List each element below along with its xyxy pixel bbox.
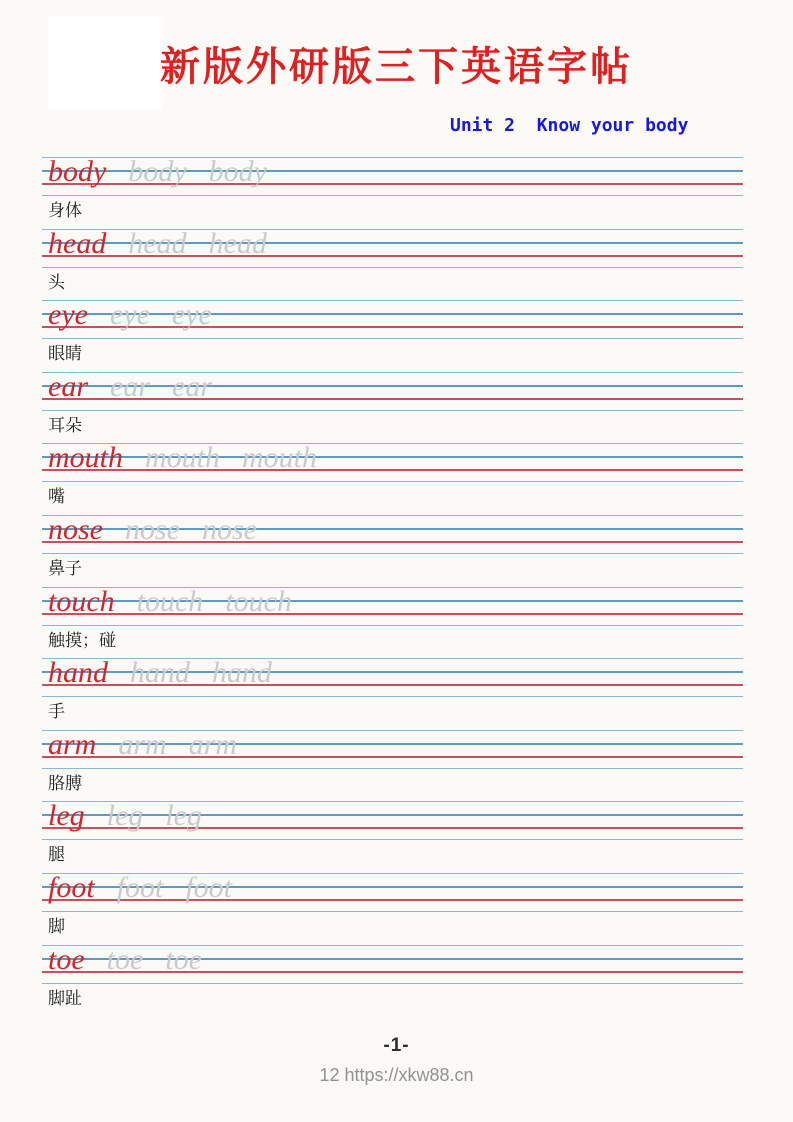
word-trace-copy-2: ear: [172, 369, 212, 403]
guide-line-bottom: [42, 768, 743, 769]
word-sample: nose: [48, 512, 103, 546]
word-sample: eye: [48, 298, 88, 332]
word-practice-row: [42, 443, 743, 515]
word-trace-copy-1: nose: [125, 512, 180, 546]
word-translation: 手: [48, 702, 65, 722]
page-number: -1-: [383, 1035, 410, 1056]
word-line: [48, 797, 202, 835]
guide-line-bottom: [42, 983, 743, 984]
word-practice-list: [42, 157, 743, 1016]
word-line: [48, 225, 267, 263]
word-trace-copy-2: foot: [185, 870, 233, 904]
unit-title: Unit 2 Know your body: [450, 115, 689, 136]
word-practice-row: [42, 727, 743, 802]
word-sample: foot: [48, 870, 95, 904]
guide-line-bottom: [42, 696, 743, 697]
word-translation: 眼睛: [48, 344, 82, 364]
word-line: [48, 869, 232, 907]
word-sample: body: [48, 155, 107, 188]
page-footer: [0, 1035, 793, 1086]
word-translation: 头: [48, 272, 65, 292]
word-trace-copy-1: body: [128, 155, 187, 188]
word-line: [48, 583, 292, 621]
word-line: [48, 941, 202, 979]
word-trace-copy-1: leg: [106, 799, 144, 833]
word-trace-copy-2: mouth: [242, 441, 317, 475]
word-translation: 腿: [48, 845, 65, 865]
word-trace-copy-2: head: [208, 226, 267, 260]
word-practice-row: [42, 658, 743, 730]
word-line: [48, 368, 212, 406]
site-url: 12 https://xkw88.cn: [319, 1065, 474, 1085]
word-sample: touch: [48, 584, 115, 618]
word-sample: hand: [48, 656, 108, 690]
word-trace-copy-1: eye: [109, 298, 150, 332]
guide-line-bottom: [42, 839, 743, 840]
word-trace-copy-1: foot: [116, 870, 164, 904]
word-trace-copy-1: ear: [110, 369, 150, 403]
word-practice-row: [42, 870, 743, 945]
word-trace-copy-1: touch: [136, 584, 204, 618]
word-trace-copy-2: hand: [212, 656, 272, 690]
word-translation: 鼻子: [48, 558, 82, 578]
word-trace-copy-1: toe: [106, 942, 144, 976]
word-practice-row: [42, 300, 743, 372]
word-practice-row: [42, 157, 743, 229]
word-practice-row: [42, 226, 743, 301]
word-sample: ear: [48, 369, 88, 403]
word-practice-row: [42, 584, 743, 659]
word-sample: head: [48, 226, 107, 260]
word-sample: toe: [48, 942, 85, 976]
guide-line-bottom: [42, 911, 743, 912]
guide-line-bottom: [42, 481, 743, 482]
word-translation: 脚: [48, 916, 65, 936]
guide-line-bottom: [42, 338, 743, 339]
page-title: 新版外研版三下英语字帖: [160, 44, 633, 89]
word-translation: 触摸；碰: [48, 630, 116, 650]
word-practice-row: [42, 369, 743, 444]
word-practice-row: [42, 942, 743, 1017]
word-trace-copy-2: toe: [165, 942, 202, 976]
word-trace-copy-2: body: [208, 155, 267, 188]
guide-line-bottom: [42, 410, 743, 411]
word-translation: 耳朵: [48, 415, 82, 435]
word-trace-copy-1: mouth: [145, 441, 220, 475]
word-sample: arm: [48, 727, 97, 761]
word-translation: 脚趾: [48, 988, 82, 1008]
word-sample: mouth: [48, 441, 123, 475]
guide-line-bottom: [42, 625, 743, 626]
word-trace-copy-1: hand: [130, 656, 190, 690]
word-translation: 胳膊: [48, 773, 82, 793]
word-line: [48, 153, 267, 191]
word-trace-copy-2: nose: [202, 512, 257, 546]
word-line: [48, 511, 257, 549]
word-line: [48, 726, 237, 764]
guide-line-bottom: [42, 195, 743, 196]
word-trace-copy-2: leg: [165, 799, 202, 833]
guide-line-bottom: [42, 553, 743, 554]
word-trace-copy-1: arm: [118, 727, 167, 761]
word-practice-row: [42, 801, 743, 873]
word-translation: 嘴: [48, 487, 65, 507]
word-trace-copy-2: arm: [188, 727, 238, 761]
word-trace-copy-2: eye: [171, 298, 212, 332]
word-line: [48, 654, 272, 692]
word-translation: 身体: [48, 201, 82, 220]
guide-line-bottom: [42, 267, 743, 268]
word-line: [48, 296, 212, 334]
word-trace-copy-2: touch: [225, 584, 292, 618]
word-sample: leg: [48, 799, 85, 833]
word-line: [48, 439, 317, 477]
word-practice-row: [42, 512, 743, 587]
word-trace-copy-1: head: [128, 226, 187, 260]
